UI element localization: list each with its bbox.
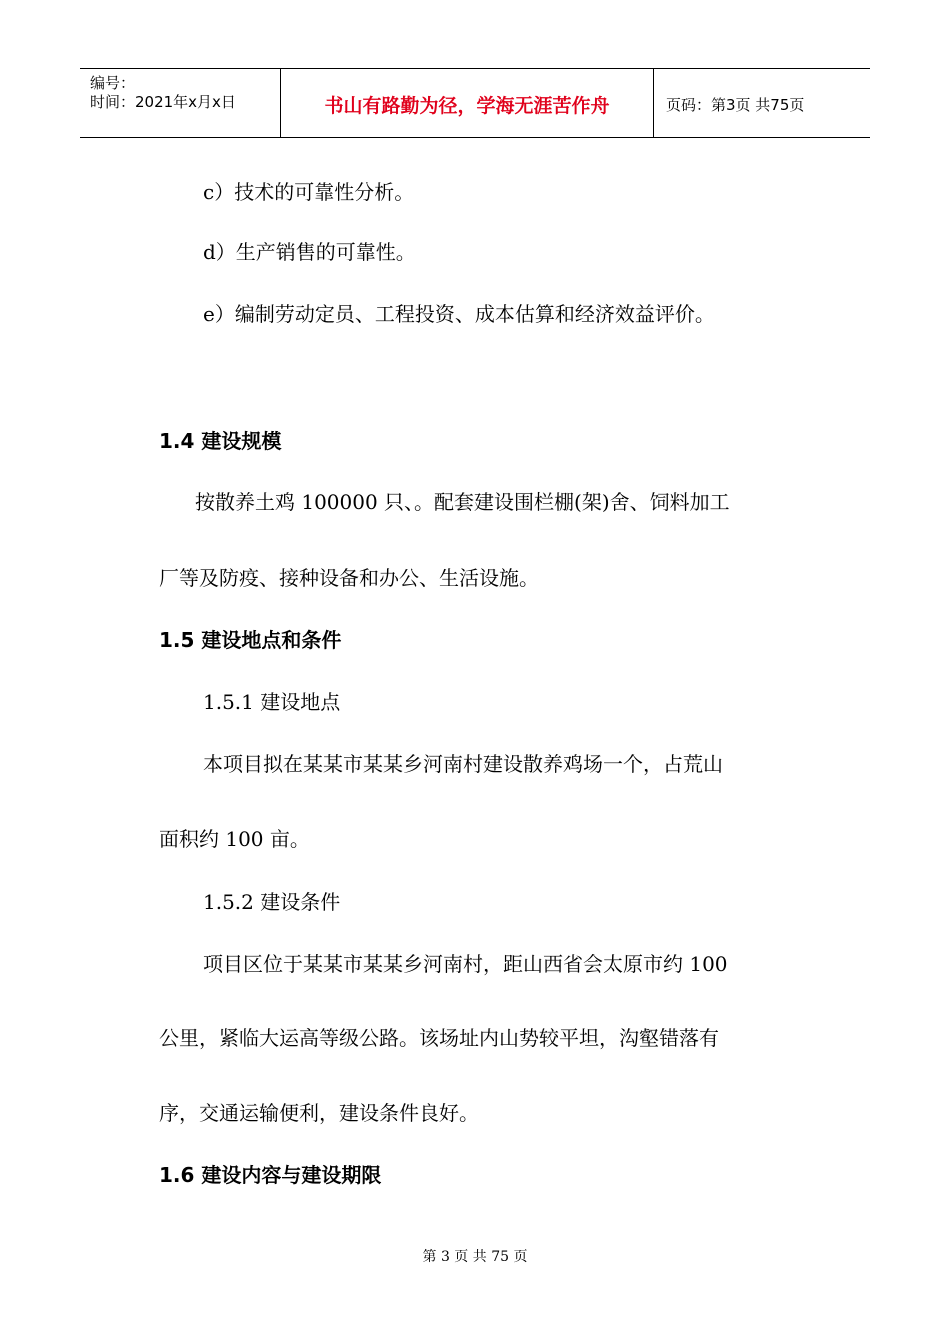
section-1-6-heading: 1.6 建设内容与建设期限 — [159, 1163, 382, 1187]
document-header — [80, 68, 870, 138]
subsection-1-5-2-line1: 项目区位于某某市某某乡河南村，距山西省会太原市约 100 — [203, 952, 728, 976]
subsection-1-5-2-line2: 公里，紧临大运高等级公路。该场址内山势较平坦，沟壑错落有 — [159, 1026, 719, 1050]
motto-text: 书山有路勤为径，学海无涯苦作舟 — [324, 95, 610, 117]
header-left-cell — [80, 69, 281, 137]
section-1-4-para-line1: 按散养土鸡 100000 只、。配套建设围栏棚(架)舍、饲料加工 — [195, 490, 730, 514]
code-label: 编号： — [90, 74, 136, 92]
list-item-c: c）技术的可靠性分析。 — [203, 180, 415, 204]
list-item-e: e）编制劳动定员、工程投资、成本估算和经济效益评价。 — [203, 302, 715, 326]
page-footer: 第 3 页 共 75 页 — [422, 1249, 528, 1265]
section-1-4-heading: 1.4 建设规模 — [159, 429, 282, 453]
list-item-d: d）生产销售的可靠性。 — [203, 240, 416, 264]
section-1-4-para-line2: 厂等及防疫、接种设备和办公、生活设施。 — [159, 566, 539, 590]
header-right-cell — [654, 69, 870, 137]
subsection-1-5-1-line2: 面积约 100 亩。 — [159, 827, 310, 851]
subsection-1-5-1-line1: 本项目拟在某某市某某乡河南村建设散养鸡场一个，占荒山 — [203, 752, 723, 776]
subsection-1-5-2-heading: 1.5.2 建设条件 — [203, 890, 341, 914]
subsection-1-5-2-line3: 序，交通运输便利，建设条件良好。 — [159, 1101, 479, 1125]
page-info: 页码：第3页 共75页 — [666, 96, 805, 114]
header-middle-cell — [281, 69, 654, 137]
section-1-5-heading: 1.5 建设地点和条件 — [159, 628, 342, 652]
time-label: 时间：2021年x月x日 — [90, 93, 236, 111]
subsection-1-5-1-heading: 1.5.1 建设地点 — [203, 690, 341, 714]
